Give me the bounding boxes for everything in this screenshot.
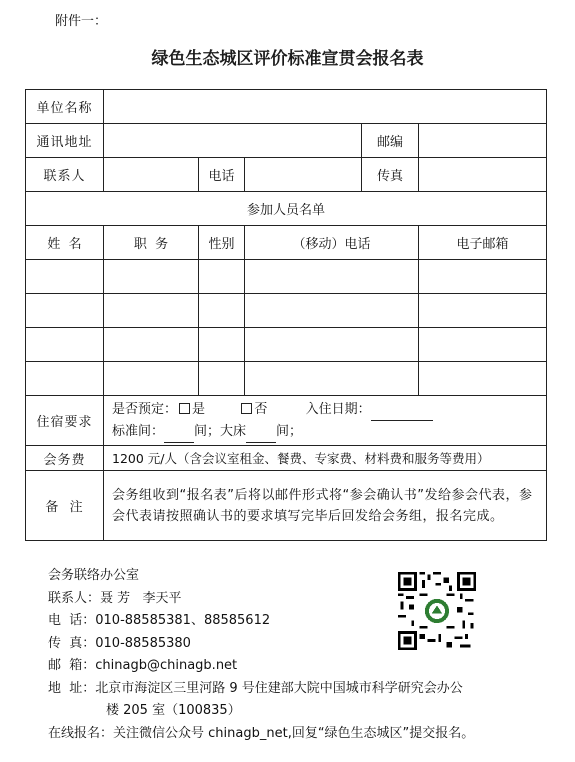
office-title: 会务联络办公室 [48, 568, 140, 583]
participant-row [26, 328, 547, 362]
participant-cell[interactable] [26, 260, 104, 294]
participant-cell[interactable] [199, 328, 245, 362]
email-value[interactable]: chinagb@chinagb.net [95, 658, 238, 673]
online-value: 关注微信公众号 chinagb_net,回复“绿色生态城区”提交报名。 [113, 725, 475, 741]
online-label: 在线报名： [48, 725, 114, 741]
participant-cell[interactable] [104, 294, 199, 328]
participant-cell[interactable] [26, 294, 104, 328]
participant-cell[interactable] [419, 260, 547, 294]
participant-row [26, 260, 547, 294]
phone-label-contact: 电 话： [48, 613, 96, 628]
col-email: 电子邮箱 [419, 226, 547, 260]
checkin-field[interactable] [371, 406, 433, 421]
person-label: 联系人： [48, 590, 101, 606]
participant-cell[interactable] [199, 362, 245, 396]
participant-cell[interactable] [199, 260, 245, 294]
qr-code-icon [398, 572, 476, 650]
person-value: 聂 芳 李天平 [100, 590, 182, 606]
postcode-field[interactable] [419, 124, 547, 158]
contact-person-field[interactable] [104, 158, 199, 192]
participant-cell[interactable] [104, 260, 199, 294]
participant-cell[interactable] [419, 328, 547, 362]
page-title: 绿色生态城区评价标准宣贯会报名表 [151, 49, 424, 69]
participant-row [26, 362, 547, 396]
fax-label-contact: 传 真： [48, 635, 96, 651]
accommodation-cell [104, 396, 547, 446]
checkin-label: 入住日期： [305, 401, 371, 417]
participant-cell[interactable] [104, 328, 199, 362]
no-checkbox[interactable] [241, 403, 252, 414]
no-label: 否 [254, 401, 268, 417]
yes-label: 是 [192, 401, 206, 417]
participant-cell[interactable] [245, 260, 419, 294]
postcode-label: 邮编 [362, 124, 419, 158]
participant-cell[interactable] [245, 294, 419, 328]
participant-cell[interactable] [245, 328, 419, 362]
standard-room-field[interactable] [164, 428, 194, 443]
big-bed-field[interactable] [246, 428, 276, 443]
participant-cell[interactable] [104, 362, 199, 396]
remark-text: 会务组收到“报名表”后将以邮件形式将“参会确认书”发给参会代表，参会代表请按照确认书的要求填写完毕后回发给会务组，报名完成。 [104, 471, 547, 541]
fax-label: 传真 [362, 158, 419, 192]
participant-cell[interactable] [419, 362, 547, 396]
big-bed-label: 大床 [220, 423, 247, 439]
accommodation-label: 住宿要求 [26, 396, 104, 446]
col-name: 姓 名 [26, 226, 104, 260]
address-label-contact: 地 址： [48, 680, 96, 696]
col-gender: 性别 [199, 226, 245, 260]
unit-name-field[interactable] [104, 90, 547, 124]
address-value-2: 楼 205 室（100835） [106, 703, 241, 718]
phone-label: 电话 [199, 158, 245, 192]
standard-room-label: 标准间： [112, 423, 165, 439]
participant-row [26, 294, 547, 328]
fax-value: 010-88585380 [95, 635, 191, 651]
fee-text: 1200 元/人（含会议室租金、餐费、专家费、材料费和服务等费用） [104, 446, 547, 471]
room-unit-2: 间； [276, 423, 303, 439]
participant-cell[interactable] [245, 362, 419, 396]
fee-label: 会务费 [26, 446, 104, 471]
address-label: 通讯地址 [26, 124, 104, 158]
contact-person-label: 联系人 [26, 158, 104, 192]
unit-name-label: 单位名称 [26, 90, 104, 124]
fax-field[interactable] [419, 158, 547, 192]
col-mobile: （移动）电话 [245, 226, 419, 260]
reserve-label: 是否预定： [112, 401, 178, 417]
participant-cell[interactable] [26, 328, 104, 362]
participant-cell[interactable] [199, 294, 245, 328]
registration-form [25, 89, 547, 541]
room-unit: 间； [194, 423, 221, 439]
participants-title: 参加人员名单 [26, 192, 547, 226]
phone-value: 010-88585381、88585612 [95, 613, 271, 628]
col-position: 职 务 [104, 226, 199, 260]
phone-field[interactable] [245, 158, 362, 192]
email-label: 邮 箱： [48, 658, 96, 673]
attachment-label: 附件一： [55, 14, 108, 29]
participant-cell[interactable] [26, 362, 104, 396]
address-field[interactable] [104, 124, 362, 158]
yes-checkbox[interactable] [179, 403, 190, 414]
remark-label: 备 注 [26, 471, 104, 541]
participant-cell[interactable] [419, 294, 547, 328]
address-value: 北京市海淀区三里河路 9 号住建部大院中国城市科学研究会办公 [95, 680, 463, 696]
